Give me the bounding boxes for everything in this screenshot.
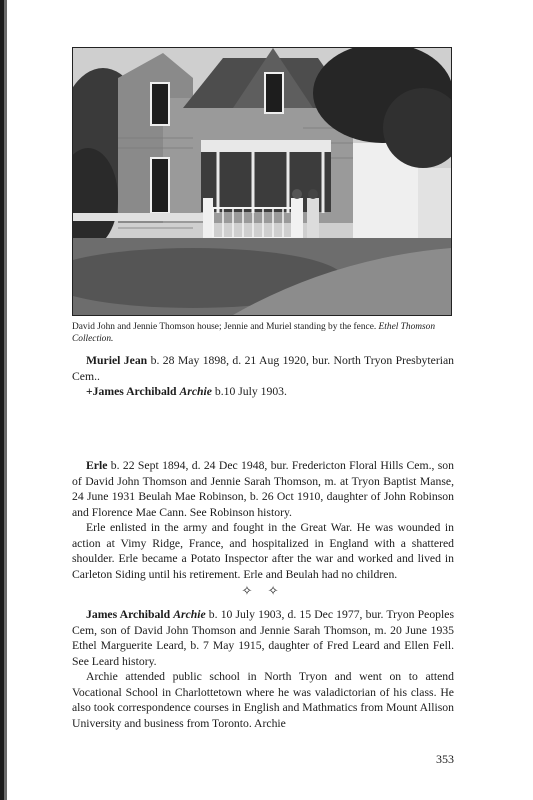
caption-source: Ethel Thomson Collection.	[72, 322, 436, 344]
entry-story: Archie attended public school in North Tryon and went on to attend Vocational School in Charlottetown where he was valadictorian of his class. He also took correspondence courses in English and Mathmatics from Mount Allison University and business from Toronto. Archie	[72, 670, 454, 730]
child-name: James Archibald	[92, 385, 177, 398]
entry-erle	[72, 458, 454, 582]
entry-nickname: Archie	[173, 608, 206, 621]
photo-caption	[72, 321, 454, 345]
entry-muriel-jean	[72, 353, 454, 400]
child-nickname: Archie	[179, 385, 212, 398]
entry-story: Erle enlisted in the army and fought in the Great War. He was wounded in action at Vimy Ridge, France, and hospitalized in England with a shattered shoulder. Erle became a Potato Inspector after the war and worked and lived in Carleton Siding until his retirement. Erle and Beulah had no children.	[72, 521, 454, 581]
entry-details: b. 28 May 1898, d. 21 Aug 1920, bur. North Tryon Presbyterian Cem..	[72, 354, 454, 383]
child-details: b.10 July 1903.	[211, 385, 287, 398]
entry-james-archibald	[72, 607, 454, 731]
house-photograph	[72, 47, 452, 316]
page-gutter-edge	[4, 0, 7, 800]
entry-name: Muriel Jean	[86, 354, 148, 367]
entry-details: b. 10 July 1903, d. 15 Dec 1977, bur. Tryon Peoples Cem, son of David John Thomson and Jennie Sarah Thomson, m. 20 June 1935 Ethel Marguerite Leard, b. 7 May 1915, daughter of Fred Leard and Ellen Fell. See Leard history.	[72, 608, 455, 668]
entry-name: Erle	[86, 459, 108, 472]
caption-text: David John and Jennie Thomson house; Jennie and Muriel standing by the fence.	[72, 322, 377, 332]
section-ornament: ✧ ✧	[241, 583, 285, 598]
page-number: 353	[436, 752, 454, 766]
entry-name: James Archibald	[86, 608, 171, 621]
child-marker: +	[86, 385, 93, 398]
entry-details: b. 22 Sept 1894, d. 24 Dec 1948, bur. Fredericton Floral Hills Cem., son of David John Thomson and Jennie Sarah Thomson, m. at Tryon Baptist Manse, 24 June 1931 Beulah Mae Robinson, b. 26 Oct 1910, daughter of John Robinson and Florence Mae Cann. See Robinson history.	[72, 459, 454, 519]
house-photo-icon	[73, 48, 451, 315]
